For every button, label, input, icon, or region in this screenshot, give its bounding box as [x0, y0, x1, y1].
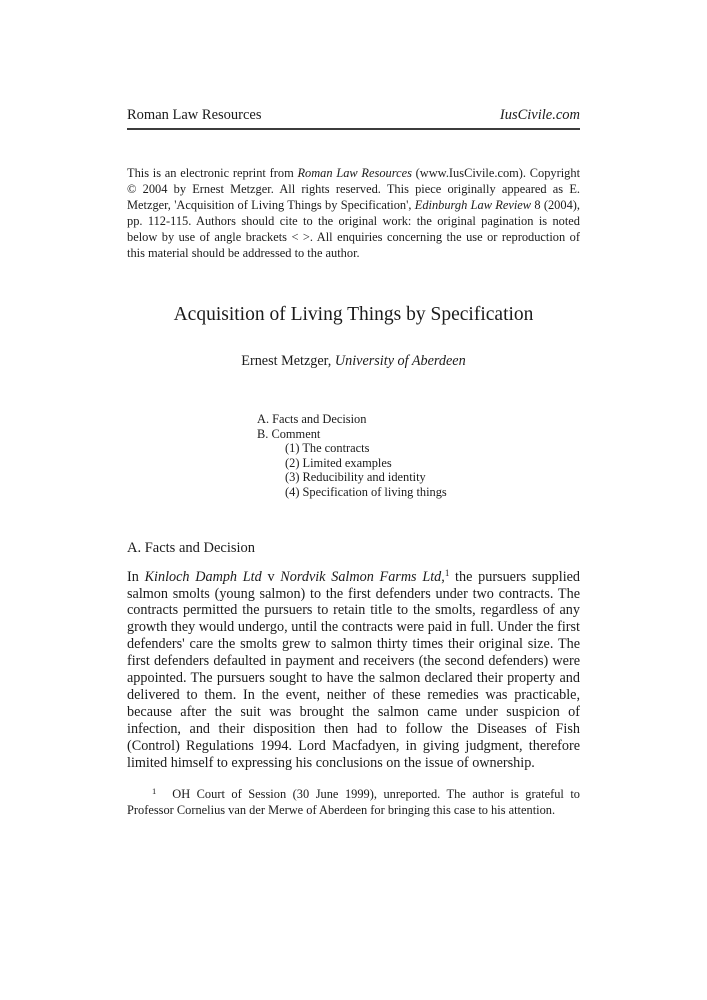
author-affiliation: University of Aberdeen	[334, 353, 466, 369]
footnote	[127, 786, 580, 818]
notice-journal-name: Roman Law Resources	[297, 166, 412, 180]
body-paragraph	[127, 569, 580, 772]
toc-item: (2) Limited examples	[285, 455, 392, 470]
author-name: Ernest Metzger,	[241, 353, 335, 369]
notice-text: This is an electronic reprint from	[127, 166, 298, 180]
body-text: the pursuers supplied salmon smolts (young salmon) to the first defenders under two contracts. The contracts permitted the pursuers to retain title to the smolts, regardless of any growth they would undergo, until the contracts were paid in full. Under the first defenders' care the smolts grew to salmon thirty times their original size. The first defenders defaulted in payment and receivers (the second defenders) were appointed. The pursuers sought to have the salmon declared their property and delivered to them. In the event, neither of these remedies was practicable, because after the suit was brought the salmon came under suspicion of infection, and their disposition then had to follow the Diseases of Fish (Control) Regulations 1994. Lord Macfadyen, in giving judgment, therefore limited himself to expressing his conclusions on the issue of ownership.	[127, 568, 581, 771]
footnote-marker: 1	[152, 786, 157, 797]
case-name-defender: Nordvik Salmon Farms Ltd	[280, 568, 442, 585]
reprint-notice	[127, 165, 580, 261]
body-text: v	[261, 568, 281, 585]
toc-item: A. Facts and Decision	[257, 412, 367, 426]
header-right-text: IusCivile.com	[499, 107, 580, 123]
table-of-contents	[257, 412, 580, 500]
notice-text: (www.IusCivile.com). Copyright © 2004 by Ernest Metzger. All rights reserved. This piece originally appeared as E. Metzger, 'Acquisition of Living Things by Specification',	[127, 166, 581, 212]
footnote-text: OH Court of Session (30 June 1999), unreported. The author is grateful to Professor Cornelius van der Merwe of Aberdeen for bringing this case to his attention.	[127, 787, 580, 818]
header-left-text: Roman Law Resources	[127, 107, 262, 123]
toc-item: (3) Reducibility and identity	[285, 470, 426, 485]
notice-review-name: Edinburgh Law Review	[414, 198, 532, 212]
section-heading: A. Facts and Decision	[127, 539, 256, 556]
byline	[127, 353, 580, 370]
toc-item: (4) Specification of living things	[285, 484, 447, 499]
running-header	[127, 107, 580, 130]
article-title: Acquisition of Living Things by Specification	[173, 304, 534, 325]
body-text: ,	[441, 568, 445, 585]
body-text: In	[127, 568, 145, 585]
toc-item: (1) The contracts	[285, 441, 370, 456]
notice-text: 8 (2004), pp. 112-115. Authors should cite to the original work: the original pagination is noted below by use of angle brackets < >. All enquiries concerning the use or reproduction of this material should be addressed to the author.	[127, 198, 580, 260]
footnote-reference: 1	[444, 567, 450, 578]
toc-item: B. Comment	[257, 426, 321, 441]
case-name-pursuer: Kinloch Damph Ltd	[144, 568, 262, 585]
